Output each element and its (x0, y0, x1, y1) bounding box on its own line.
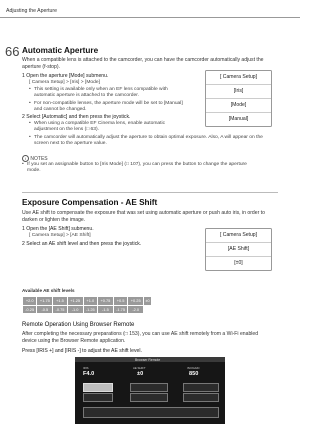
bullet-line: • When using a compatible EF Cinema lens, enable automatic (29, 121, 166, 126)
ae-shift-levels-table (22, 296, 152, 314)
screenshot-title: Browser Remote (135, 357, 161, 362)
table-cell: -1.25 (83, 305, 97, 314)
levels-title: Available AE shift levels (22, 288, 75, 293)
table-cell: +0.75 (97, 297, 113, 306)
menu-row-camera-setup: [ Camera Setup] (219, 232, 258, 238)
ae-shift-button[interactable] (130, 383, 168, 392)
step-2-select-automatic: 2 Select [Automatic] and then press the joystick. (22, 114, 131, 120)
iris-label: IRIS (83, 366, 89, 370)
iso-gain-value: 850 (189, 371, 199, 377)
table-cell: -2.0 (128, 305, 144, 314)
bullet-line: • This setting is available only when an EF lens compatible with (29, 87, 168, 92)
intro-line: darken or lighten the image. (22, 216, 86, 223)
remote-line: After completing the necessary preparations (□ 153), you can use AE shift remotely from a Wi-Fi enabled (22, 331, 259, 337)
step-2-select-level: 2 Select an AE shift level and then press the joystick. (22, 241, 142, 247)
table-cell: +1.25 (67, 297, 83, 306)
iris-value: F4.0 (83, 371, 95, 377)
menu-path: [ Camera Setup] > [Iris] > [Mode] (29, 80, 100, 85)
table-cell: -0.25 (23, 305, 37, 314)
intro-line: When a compatible lens is attached to the camcorder, you can have the camcorder automatically adjust the (22, 57, 264, 63)
table-cell (144, 305, 152, 314)
table-row (23, 297, 152, 306)
notes-title: NOTES (30, 156, 48, 162)
remote-text (22, 331, 258, 344)
table-cell: +1.0 (83, 297, 97, 306)
ae-shift-label: AE SHIFT (133, 366, 146, 370)
table-cell: +0.25 (128, 297, 144, 306)
table-cell: +1.5 (53, 297, 67, 306)
table-cell: -1.0 (67, 305, 83, 314)
intro-line: aperture (f-stop). (22, 63, 60, 70)
running-header: Adjusting the Aperture (6, 8, 58, 14)
table-cell: +0.5 (113, 297, 127, 306)
iso-gain-button[interactable] (183, 383, 219, 392)
section-title-automatic-aperture: Automatic Aperture (22, 46, 99, 55)
auto-aperture-intro (22, 57, 264, 70)
ae-shift-value: ±0 (137, 371, 144, 377)
header-divider (0, 17, 300, 18)
menu-row-ae-shift: [AE Shift] (206, 242, 271, 256)
notes-text (22, 162, 247, 174)
bullet-auto-adjust (29, 135, 263, 147)
note-line: mode. (27, 168, 41, 174)
browser-remote-screenshot (75, 357, 225, 424)
bullet-line: • The camcorder will automatically adjust the aperture to obtain optimal exposure. Also, A will appear on the (29, 135, 263, 140)
bullet-line: and cannot be changed. (34, 107, 87, 113)
remote-instruction: Press [IRIS +] and [IRIS -] to adjust the AE shift level. (22, 348, 142, 354)
bullet-line: adjustment on the lens (□ 63). (34, 127, 99, 133)
table-cell: +1.75 (37, 297, 53, 306)
menu-row-mode: [Mode] (206, 98, 271, 112)
menu-row-manual: [Manual] (206, 112, 271, 126)
aperture-menu-box (205, 70, 272, 127)
ae-shift-menu-box (205, 228, 272, 271)
page-number: 66 (5, 44, 20, 59)
step-1-open-ae-shift: 1 Open the [AE Shift] submenu. (22, 226, 94, 232)
menu-path: [ Camera Setup] > [AE Shift] (29, 233, 91, 238)
bullet-line: screen next to the aperture value. (34, 141, 107, 147)
remote-title: Remote Operation Using Browser Remote (22, 322, 135, 328)
note-line: • If you set an assignable button to [Iris Mode] (□ 107), you can press the button to change the aperture (22, 162, 247, 167)
table-cell: -1.75 (113, 305, 127, 314)
table-cell: ±0 (145, 298, 150, 304)
menu-row-camera-setup: [ Camera Setup] (219, 74, 258, 80)
table-row (23, 305, 152, 314)
section-title-ae-shift: Exposure Compensation - AE Shift (22, 198, 158, 207)
notes-heading (22, 155, 48, 162)
section-divider (22, 192, 278, 193)
iris-plus-button[interactable] (83, 383, 113, 392)
info-icon: i (22, 155, 29, 162)
iris-minus-button[interactable] (83, 393, 113, 402)
control-panel[interactable] (83, 407, 219, 418)
bullet-lens-compat (29, 87, 168, 99)
bullet-line: automatic aperture is attached to the camcorder. (34, 93, 139, 99)
table-cell: -1.5 (97, 305, 113, 314)
remote-line: device using the Browser Remote application. (22, 337, 126, 344)
ae-shift-button[interactable] (130, 393, 168, 402)
table-cell: -0.5 (37, 305, 53, 314)
menu-row-iris: [Iris] (206, 84, 271, 98)
bullet-line: • For non-compatible lenses, the aperture mode will be set to [Manual] (29, 101, 183, 106)
intro-line: Use AE shift to compensate the exposure that was set using automatic aperture or push auto iris, in order to (22, 210, 265, 216)
ae-shift-intro (22, 210, 265, 223)
bullet-non-compat (29, 101, 183, 113)
table-cell: +2.0 (23, 297, 37, 306)
bullet-cinema-lens (29, 121, 165, 133)
iso-gain-label: ISO/GAIN (187, 366, 200, 370)
step-1-open-mode: 1 Open the aperture [Mode] submenu. (22, 73, 109, 79)
menu-row-zero: [±0] (206, 256, 271, 270)
iso-gain-button[interactable] (183, 393, 219, 402)
table-cell: -0.75 (53, 305, 67, 314)
